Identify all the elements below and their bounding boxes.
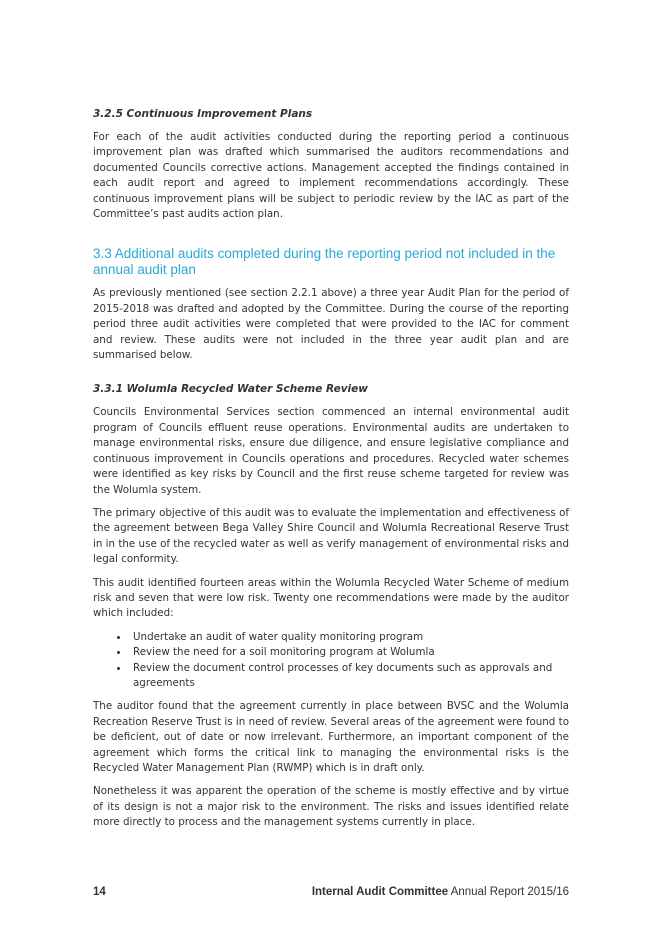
paragraph: As previously mentioned (see section 2.2.1 above) a three year Audit Plan for the period of 2015-2018 was drafted and adopted by the Committee. During the course of the reporting period three audit activities were completed that were provided to the IAC for comment and review. These audits were not included in the three year audit plan and are summarised below.	[93, 287, 569, 362]
report-title-bold: Internal Audit Committee	[311, 886, 449, 898]
section-heading-3-3: 3.3 Additional audits completed during the reporting period not included in the annual audit plan	[93, 246, 556, 278]
paragraph: This audit identified fourteen areas within the Wolumla Recycled Water Scheme of medium risk and seven that were low risk. Twenty one recommendations were made by the auditor which included:	[93, 576, 569, 620]
paragraph: For each of the audit activities conducted during the reporting period a continuous improvement plan was drafted which summarised the auditors recommendations and documented Councils corrective actions. Management accepted the findings contained in each audit report and agreed to implement recommendations accordingly. These continuous improvement plans will be subject to periodic review by the IAC as part of the Committee’s past audits action plan.	[93, 131, 569, 221]
paragraph: The primary objective of this audit was to evaluate the implementation and effectiveness of the agreement between Bega Valley Shire Council and Wolumla Recreational Reserve Trust in in the use of the recycled water as well as verify management of environmental risks and legal conformity.	[93, 506, 569, 566]
list-item: • Review the need for a soil monitoring program at Wolumla	[129, 645, 569, 660]
paragraph: Nonetheless it was apparent the operation of the scheme is mostly effective and by virtue of its design is not a major risk to the environment. The risks and issues identified relate more directly to process and the management systems currently in place.	[93, 785, 569, 829]
paragraph: Councils Environmental Services section commenced an internal environmental audit program of Councils effluent reuse operations. Environmental audits are undertaken to manage environmental risks, ensure due diligence, and ensure legislative compliance and continuous improvement in Councils operations and procedures. Recycled water schemes were identified as key risks by Council and the first reuse scheme targeted for review was the Wolumla system.	[93, 406, 569, 496]
page-footer	[93, 886, 569, 898]
report-title-rest: Annual Report 2015/16	[448, 886, 569, 898]
paragraph: The auditor found that the agreement currently in place between BVSC and the Wolumla Recreation Reserve Trust is in need of review. Several areas of the agreement were found to be deficient, out of date or now irrelevant. Furthermore, an important component of the agreement which forms the critical link to managing the environmental risks is the Recycled Water Management Plan (RWMP) which is in draft only.	[93, 700, 569, 774]
page-number: 14	[93, 886, 106, 898]
list-item: • Undertake an audit of water quality monitoring program	[129, 630, 569, 645]
recommendations-list	[93, 630, 569, 692]
list-item: • Review the document control processes of key documents such as approvals and agreements	[129, 661, 569, 692]
page-content	[93, 108, 569, 839]
section-heading-3-2-5: 3.2.5 Continuous Improvement Plans	[93, 108, 313, 120]
report-title	[312, 886, 569, 898]
section-heading-3-3-1: 3.3.1 Wolumla Recycled Water Scheme Review	[93, 383, 368, 396]
